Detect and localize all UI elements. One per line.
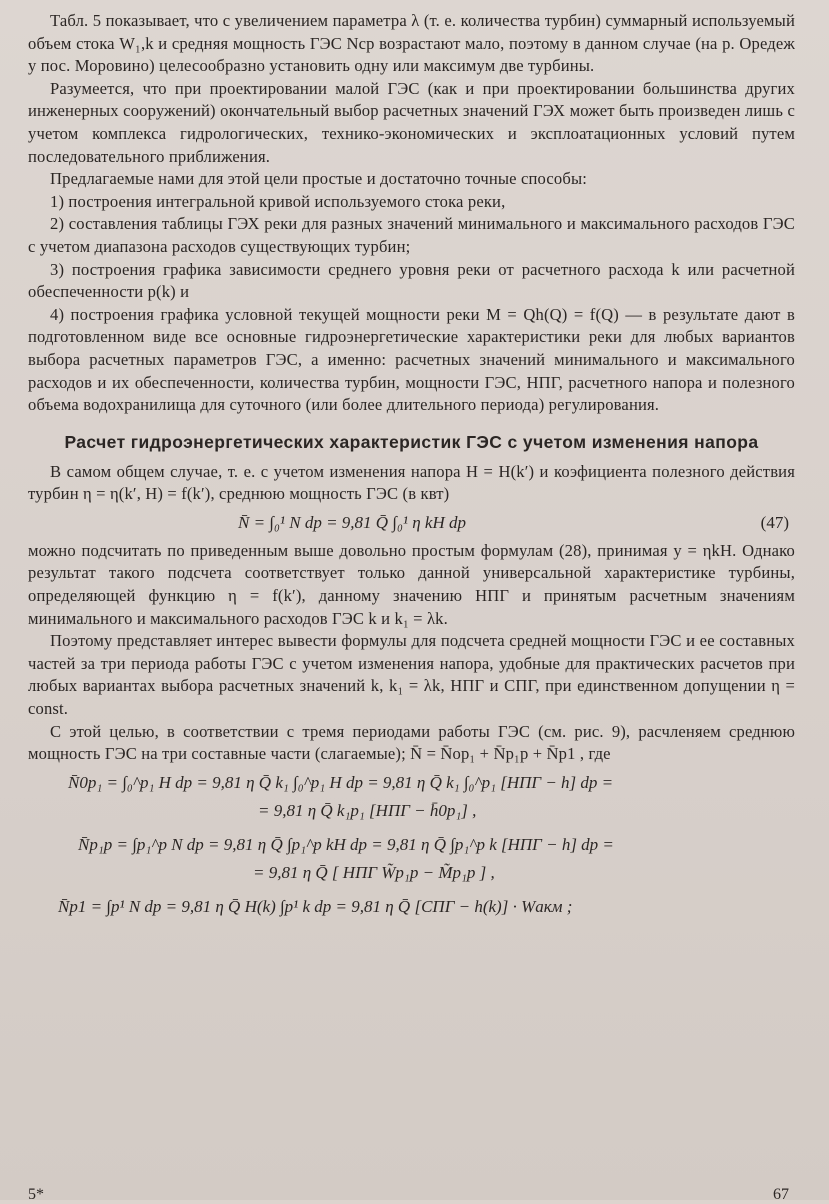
equation-text: N̄0p₁ = ∫₀^p₁ H dp = 9,81 η Q̄ k₁ ∫₀^p₁ H dp = 9,81 η Q̄ k₁ ∫₀^p₁ [НПГ − h] dp = bbox=[68, 772, 614, 792]
section-heading: Расчет гидроэнергетических характеристик ГЭС с учетом изменения напора bbox=[64, 431, 759, 452]
paragraph: С этой целью, в соответствии с тремя периодами работы ГЭС (см. рис. 9), расчленяем среднюю мощность ГЭС на три составные части (слагаемые); N̄ = N̄op₁ + N̄p₁p + N̄p1 , где bbox=[28, 721, 795, 764]
equation-n0p1-continued bbox=[28, 800, 795, 822]
paragraph: Поэтому представляет интерес вывести формулы для подсчета средней мощности ГЭС и ее составных частей за три периода работы ГЭС с учетом изменения напора, удобные для практических расчетов при любых вариантах выбора расчетных значений k, k₁ = λk, НПГ и СПГ, при единственном допущении η = const. bbox=[28, 631, 795, 719]
list-item: 2) составления таблицы ГЭХ реки для разных значений минимального и максимального расходов ГЭС с учетом диапазона расходов существующих турбин; bbox=[28, 214, 795, 256]
list-item: 1) построения интегральной кривой используемого стока реки, bbox=[50, 191, 506, 211]
equation-text: = 9,81 η Q̄ k₁p₁ [НПГ − h̄0p₁] , bbox=[258, 800, 477, 820]
paragraph: Разумеется, что при проектировании малой ГЭС (как и при проектировании большинства других инженерных сооружений) окончательный выбор расчетных значений ГЭХ может быть произведен лишь с учетом комплекса гидрологических, технико-экономических и эксплоатационных условий путем последовательного приближения. bbox=[28, 78, 795, 166]
list-item: 3) построения графика зависимости среднего уровня реки от расчетного расхода k или расчетной обеспеченности p(k) и bbox=[28, 259, 795, 302]
paragraph: Предлагаемые нами для этой цели простые и достаточно точные способы: bbox=[50, 169, 588, 189]
page-number: 67 bbox=[773, 1186, 789, 1203]
equation-text: N̄p1 = ∫p¹ N dp = 9,81 η Q̄ H(k) ∫p¹ k dp = 9,81 η Q̄ [СПГ − h(k)] · Wакм ; bbox=[58, 896, 573, 916]
equation-number: (47) bbox=[760, 512, 789, 532]
equation-text: = 9,81 η Q̄ [ НПГ W̃p₁p − M̃p₁p ] , bbox=[253, 862, 495, 882]
equation-np1 bbox=[28, 896, 795, 918]
equation-text: N̄ = ∫₀¹ N dp = 9,81 Q̄ ∫₀¹ η kH dp bbox=[238, 512, 466, 532]
equation-text: N̄p₁p = ∫p₁^p N dp = 9,81 η Q̄ ∫p₁^p kH dp = 9,81 η Q̄ ∫p₁^p k [НПГ − h] dp = bbox=[78, 834, 614, 854]
list-item: 4) построения графика условной текущей мощности реки M = Qh(Q) = f(Q) — в результате дают в подготовленном виде все основные гидроэнергетические характеристики реки для любых вариантов выбора расчетных параметров ГЭС, а именно: расчетных значений минимального и максимального расходов и их обеспеченности, количества турбин, мощности ГЭС, НПГ, расчетного напора и полезного объема водохранилища для суточного (или более длительного периода) регулирования. bbox=[28, 304, 795, 415]
paragraph: Табл. 5 показывает, что с увеличением параметра λ (т. е. количества турбин) суммарный используемый объем стока W₁,k и средняя мощность ГЭС Nср возрастают мало, поэтому в данном случае (на р. Оредеж у пос. Моровино) целесообразно установить одну или максимум две турбины. bbox=[28, 11, 795, 76]
equation-np1p-continued bbox=[28, 862, 795, 884]
equation-47 bbox=[28, 512, 795, 534]
paragraph: можно подсчитать по приведенным выше довольно простым формулам (28), принимая y = ηkH. Однако результат такого подсчета соответствует только данной универсальной характеристике турбины, определяющей функцию η = f(k′), данному значению НПГ и принятым расчетным значениям минимального и максимального расходов ГЭС k и k₁ = λk. bbox=[28, 540, 795, 628]
equation-np1p bbox=[28, 834, 795, 856]
paragraph: В самом общем случае, т. е. с учетом изменения напора H = H(k′) и коэфициента полезного действия турбин η = η(k′, H) = f(k′), среднюю мощность ГЭС (в квт) bbox=[28, 461, 795, 504]
equation-n0p1 bbox=[28, 772, 795, 794]
signature-mark: 5* bbox=[28, 1186, 44, 1203]
